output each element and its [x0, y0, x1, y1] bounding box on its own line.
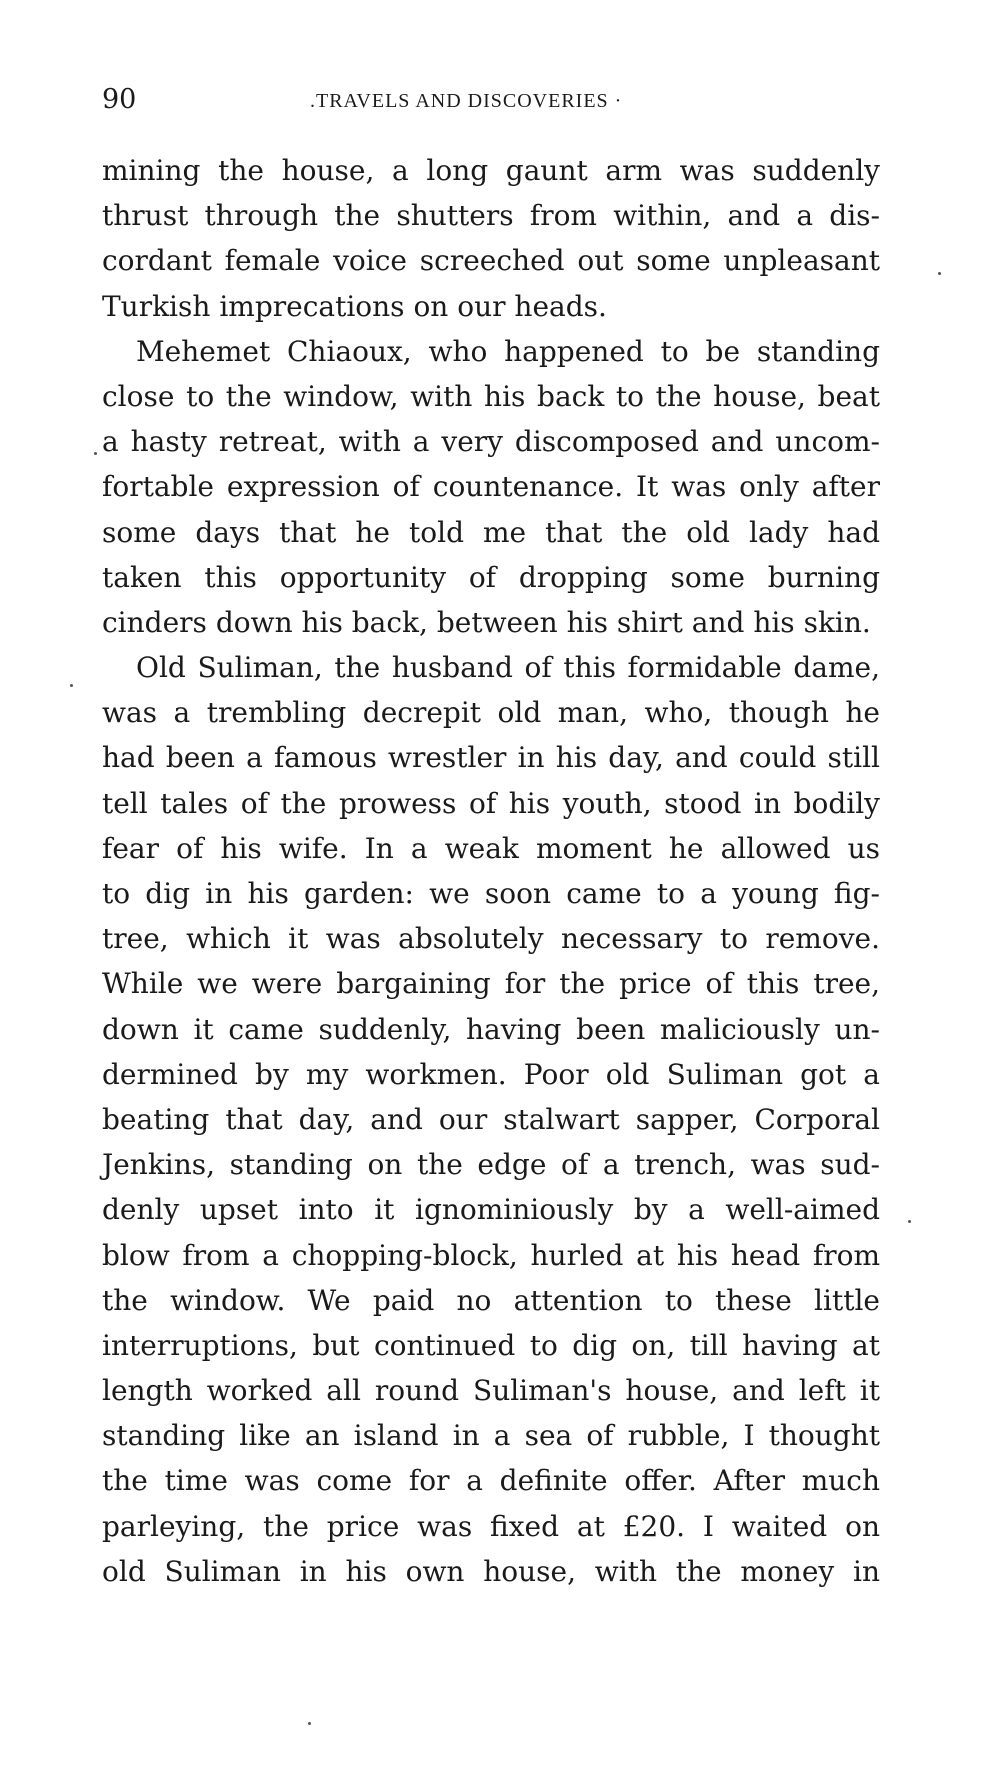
text-line: fear of his wife. In a weak moment he allowed us: [102, 831, 880, 865]
text-line: close to the window, with his back to the house, beat: [102, 379, 880, 413]
page-header: [102, 82, 882, 122]
print-speck: [70, 684, 73, 687]
text-line: length worked all round Suliman's house, and left it: [102, 1374, 880, 1408]
text-line: While we were bargaining for the price of this tree,: [102, 967, 880, 1001]
text-line: interruptions, but continued to dig on, till having at: [102, 1328, 880, 1362]
text-line: Old Suliman, the husband of this formidable dame,: [136, 651, 880, 685]
print-speck: [308, 1722, 311, 1725]
text-line: thrust through the shutters from within, and a dis-: [102, 199, 880, 233]
text-line: the window. We paid no attention to these little: [102, 1283, 880, 1317]
text-line: Mehemet Chiaoux, who happened to be standing: [136, 334, 880, 368]
text-line: parleying, the price was fixed at £20. I waited on: [102, 1509, 880, 1543]
text-line: mining the house, a long gaunt arm was suddenly: [102, 154, 880, 187]
text-line: had been a famous wrestler in his day, and could still: [102, 741, 880, 775]
text-line: standing like an island in a sea of rubble, I thought: [102, 1419, 880, 1453]
text-line: cinders down his back, between his shirt and his skin.: [102, 605, 871, 639]
text-line: to dig in his garden: we soon came to a young fig-: [102, 877, 880, 910]
text-line: taken this opportunity of dropping some burning: [102, 560, 880, 594]
print-speck: [94, 452, 97, 455]
body-text: [102, 148, 880, 1594]
print-speck: [938, 272, 941, 275]
page-number: 90: [102, 84, 137, 115]
text-line: Jenkins, standing on the edge of a trench, was sud-: [102, 1148, 880, 1182]
text-line: tree, which it was absolutely necessary to remove.: [102, 922, 880, 956]
running-head: .TRAVELS AND DISCOVERIES ·: [310, 90, 623, 112]
text-line: old Suliman in his own house, with the money in: [102, 1554, 880, 1588]
text-line: denly upset into it ignominiously by a well-aimed: [102, 1193, 880, 1227]
print-speck: [908, 1220, 911, 1223]
text-line: tell tales of the prowess of his youth, stood in bodily: [102, 786, 880, 820]
text-line: was a trembling decrepit old man, who, though he: [102, 696, 880, 730]
text-line: the time was come for a definite offer. After much: [102, 1464, 880, 1498]
text-line: some days that he told me that the old lady had: [102, 515, 880, 549]
text-line: Turkish imprecations on our heads.: [102, 289, 607, 323]
text-line: dermined by my workmen. Poor old Suliman got a: [102, 1057, 880, 1091]
text-line: a hasty retreat, with a very discomposed and uncom-: [102, 425, 880, 459]
text-line: cordant female voice screeched out some unpleasant: [102, 244, 880, 278]
text-line: down it came suddenly, having been maliciously un-: [102, 1012, 880, 1046]
text-line: beating that day, and our stalwart sapper, Corporal: [102, 1102, 880, 1136]
text-line: fortable expression of countenance. It was only after: [102, 470, 880, 504]
text-line: blow from a chopping-block, hurled at his head from: [102, 1238, 880, 1272]
